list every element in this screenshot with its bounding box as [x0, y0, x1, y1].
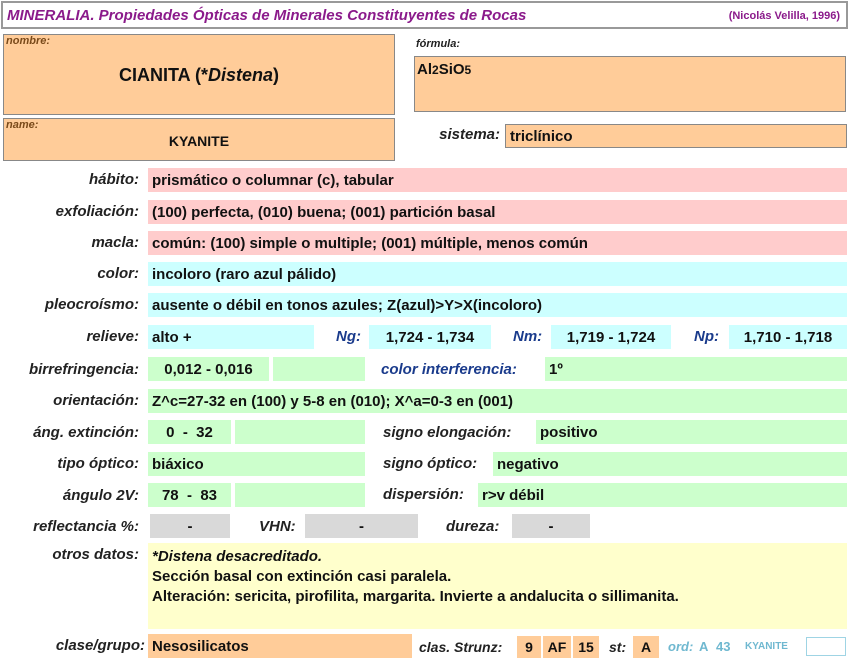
strunz-class-3: 15	[573, 636, 599, 658]
ord-name: KYANITE	[745, 641, 788, 652]
habito-label: hábito:	[89, 171, 139, 188]
relieve-value: alto +	[148, 325, 314, 349]
birrefringencia-value: 0,012 - 0,016	[148, 357, 269, 381]
name-box	[3, 118, 395, 161]
clase-grupo-value: Nesosilicatos	[148, 634, 412, 658]
st-label: st:	[609, 639, 627, 655]
nombre-box	[3, 34, 395, 115]
strunz-label: clas. Strunz:	[419, 639, 503, 655]
reflectancia-label: reflectancia %:	[33, 518, 139, 535]
pleocroismo-label: pleocroísmo:	[44, 296, 139, 313]
ng-value: 1,724 - 1,734	[369, 325, 491, 349]
orientacion-value: Z^c=27-32 en (100) y 5-8 en (010); X^a=0-3 en (001)	[148, 389, 847, 413]
vhn-label: VHN:	[259, 518, 296, 535]
header-bar	[1, 1, 848, 29]
strunz-class-1: 9	[517, 636, 541, 658]
elongacion-value: positivo	[536, 420, 847, 444]
nombre-label: nombre:	[6, 35, 50, 47]
vhn-value: -	[305, 514, 418, 538]
otros-datos-box	[148, 543, 847, 629]
ord-label: ord:	[668, 639, 694, 654]
formula-label: fórmula:	[416, 38, 460, 50]
color-interferencia-value: 1º	[545, 357, 847, 381]
extincion-label: áng. extinción:	[33, 424, 139, 441]
st-value: A	[633, 636, 659, 658]
pleocroismo-value: ausente o débil en tonos azules; Z(azul)>Y>X(incoloro)	[148, 293, 847, 317]
color-interferencia-label: color interferencia:	[381, 361, 517, 378]
dureza-value: -	[512, 514, 590, 538]
macla-value: común: (100) simple o multiple; (001) múltiple, menos común	[148, 231, 847, 255]
dispersion-label: dispersión:	[383, 486, 464, 503]
formula-value: Al2SiO5	[417, 61, 472, 78]
sistema-value: triclínico	[505, 124, 847, 148]
extincion-extra	[235, 420, 365, 444]
otros-datos-line-3: Alteración: sericita, pirofilita, margarita. Invierte a andalucita o sillimanita.	[152, 588, 679, 605]
otros-datos-line-2: Sección basal con extinción casi paralela.	[152, 568, 452, 585]
name-label: name:	[6, 119, 39, 131]
strunz-class-2: AF	[543, 636, 571, 658]
np-label: Np:	[694, 328, 719, 345]
birrefringencia-label: birrefringencia:	[28, 361, 139, 378]
color-value: incoloro (raro azul pálido)	[148, 262, 847, 286]
author-credit: (Nicolás Velilla, 1996)	[728, 10, 840, 22]
ord-extra-box	[806, 637, 846, 656]
relieve-label: relieve:	[86, 328, 139, 345]
ord-letter: A	[699, 639, 709, 654]
formula-box	[414, 56, 846, 112]
nm-label: Nm:	[513, 328, 543, 345]
page-title: MINERALIA. Propiedades Ópticas de Minerales Constituyentes de Rocas	[7, 7, 527, 24]
signo-optico-label: signo óptico:	[383, 455, 478, 472]
tipo-optico-label: tipo óptico:	[57, 455, 139, 472]
habito-value: prismático o columnar (c), tabular	[148, 168, 847, 192]
sistema-label: sistema:	[439, 126, 500, 143]
dispersion-value: r>v débil	[478, 483, 847, 507]
color-label: color:	[97, 265, 139, 282]
dureza-label: dureza:	[446, 518, 500, 535]
exfoliacion-value: (100) perfecta, (010) buena; (001) partición basal	[148, 200, 847, 224]
ng-label: Ng:	[336, 328, 361, 345]
ord-number: 43	[716, 639, 731, 654]
nm-value: 1,719 - 1,724	[551, 325, 671, 349]
mineral-name-en: KYANITE	[168, 133, 230, 149]
otros-datos-label: otros datos:	[52, 546, 139, 563]
tipo-optico-value: biáxico	[148, 452, 365, 476]
np-value: 1,710 - 1,718	[729, 325, 847, 349]
clase-grupo-label: clase/grupo:	[55, 637, 145, 654]
exfoliacion-label: exfoliación:	[55, 203, 139, 220]
signo-optico-value: negativo	[493, 452, 847, 476]
reflectancia-value: -	[150, 514, 230, 538]
orientacion-label: orientación:	[53, 392, 139, 409]
extincion-value: 0 - 32	[148, 420, 231, 444]
otros-datos-line-1: *Distena desacreditado.	[152, 548, 323, 565]
angulo-2v-value: 78 - 83	[148, 483, 231, 507]
angulo-2v-extra	[235, 483, 365, 507]
angulo-2v-label: ángulo 2V:	[62, 487, 139, 504]
birrefringencia-extra	[273, 357, 365, 381]
elongacion-label: signo elongación:	[383, 424, 512, 441]
mineral-name-es: CIANITA (*Distena)	[118, 65, 280, 85]
macla-label: macla:	[91, 234, 139, 251]
